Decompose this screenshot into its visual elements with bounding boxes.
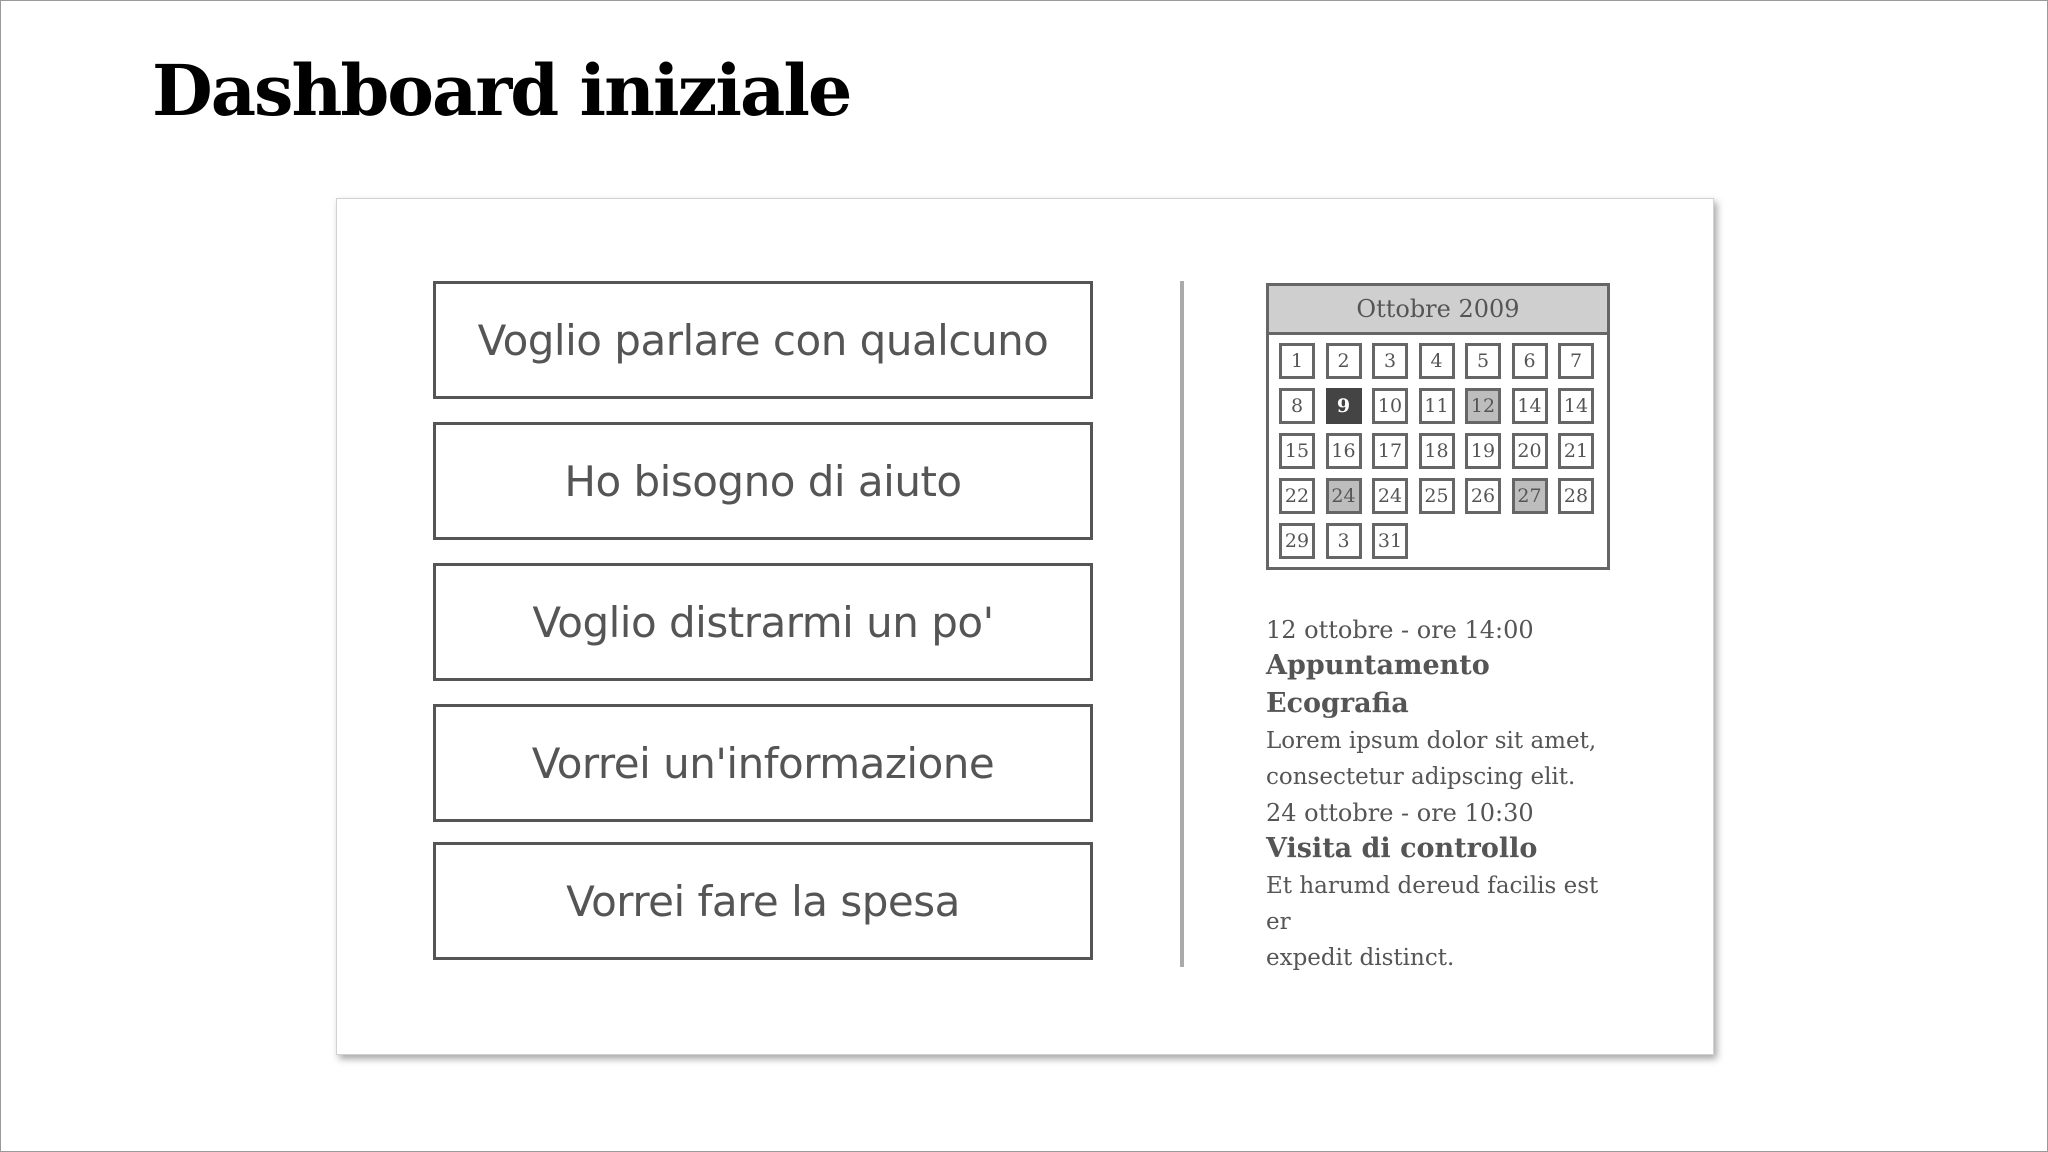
calendar-day-normal[interactable]: 5	[1465, 343, 1501, 379]
calendar-day-normal[interactable]: 21	[1558, 433, 1594, 469]
event-description-line: consectetur adipscing elit.	[1266, 764, 1576, 790]
calendar-day-normal[interactable]: 15	[1279, 433, 1315, 469]
calendar-day-normal[interactable]: 18	[1419, 433, 1455, 469]
calendar-day-normal[interactable]: 3	[1372, 343, 1408, 379]
calendar-day-event[interactable]: 12	[1465, 388, 1501, 424]
calendar-day-event[interactable]: 27	[1512, 478, 1548, 514]
calendar-days-grid	[1279, 343, 1594, 559]
calendar-day-event[interactable]: 24	[1326, 478, 1362, 514]
need-help-button[interactable]: Ho bisogno di aiuto	[433, 422, 1093, 540]
calendar-day-today[interactable]: 9	[1326, 388, 1362, 424]
distract-me-button[interactable]: Voglio distrarmi un po'	[433, 563, 1093, 681]
calendar-day-normal[interactable]: 10	[1372, 388, 1408, 424]
calendar-day-normal[interactable]: 19	[1465, 433, 1501, 469]
calendar-day-normal[interactable]: 20	[1512, 433, 1548, 469]
calendar-day-normal[interactable]: 14	[1512, 388, 1548, 424]
information-button[interactable]: Vorrei un'informazione	[433, 704, 1093, 822]
calendar-day-normal[interactable]: 8	[1279, 388, 1315, 424]
calendar-day-normal[interactable]: 2	[1326, 343, 1362, 379]
calendar-day-normal[interactable]: 24	[1372, 478, 1408, 514]
event-title: Appuntamento Ecografia	[1266, 650, 1490, 719]
calendar-day-normal[interactable]: 28	[1558, 478, 1594, 514]
dashboard-mockup	[336, 198, 1714, 1055]
calendar-month-label: Ottobre 2009	[1269, 286, 1607, 335]
event-item[interactable]	[1266, 796, 1626, 976]
talk-to-someone-button[interactable]: Voglio parlare con qualcuno	[433, 281, 1093, 399]
calendar-day-normal[interactable]: 17	[1372, 433, 1408, 469]
event-description-line: Lorem ipsum dolor sit amet,	[1266, 728, 1597, 754]
calendar-day-normal[interactable]: 4	[1419, 343, 1455, 379]
calendar-day-normal[interactable]: 6	[1512, 343, 1548, 379]
event-title: Visita di controllo	[1266, 833, 1538, 864]
calendar-day-normal[interactable]: 16	[1326, 433, 1362, 469]
calendar-day-normal[interactable]: 29	[1279, 523, 1315, 559]
event-description-line: expedit distinct.	[1266, 945, 1455, 971]
event-date: 12 ottobre - ore 14:00	[1266, 616, 1534, 644]
calendar-day-normal[interactable]: 3	[1326, 523, 1362, 559]
event-item[interactable]	[1266, 613, 1626, 795]
vertical-divider	[1180, 281, 1184, 967]
calendar-day-normal[interactable]: 1	[1279, 343, 1315, 379]
calendar-day-normal[interactable]: 22	[1279, 478, 1315, 514]
event-date: 24 ottobre - ore 10:30	[1266, 799, 1534, 827]
calendar-day-normal[interactable]: 7	[1558, 343, 1594, 379]
calendar-day-normal[interactable]: 31	[1372, 523, 1408, 559]
grocery-shopping-button[interactable]: Vorrei fare la spesa	[433, 842, 1093, 960]
calendar-day-normal[interactable]: 25	[1419, 478, 1455, 514]
event-description-line: Et harumd dereud facilis est er	[1266, 873, 1599, 935]
slide-title: Dashboard iniziale	[152, 49, 851, 132]
calendar-day-normal[interactable]: 11	[1419, 388, 1455, 424]
calendar-day-normal[interactable]: 14	[1558, 388, 1594, 424]
calendar-widget	[1266, 283, 1610, 570]
calendar-day-normal[interactable]: 26	[1465, 478, 1501, 514]
